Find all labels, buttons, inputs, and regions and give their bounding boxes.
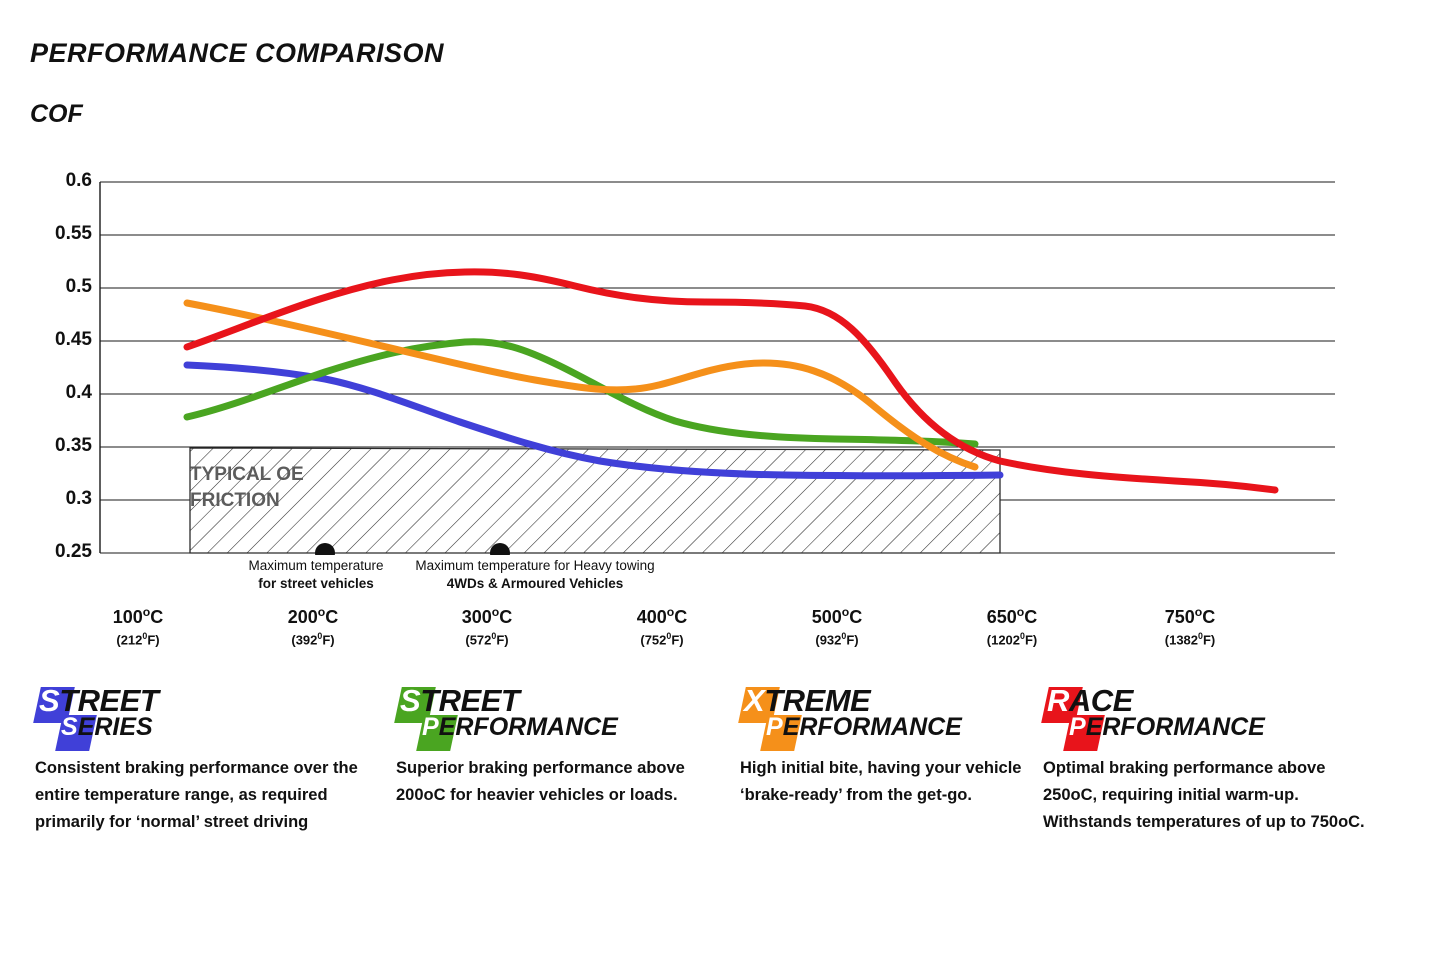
x-label-celsius: 100$^o$C (112, 605, 164, 627)
y-tick: 0.4 (65, 382, 92, 403)
y-tick: 0.35 (55, 435, 92, 456)
x-label-200c (233, 605, 393, 647)
y-tick: 0.45 (55, 329, 92, 350)
legend-card-street-performance[interactable] (396, 685, 726, 809)
logo-word2: ERFORMANCE (438, 713, 618, 741)
logo-word2: ERIES (77, 713, 153, 741)
x-label-650c (932, 605, 1092, 647)
x-label-750c (1110, 605, 1270, 647)
x-label-100c (58, 605, 218, 647)
x-label-fahrenheit: $(572^0F)$ (465, 631, 509, 648)
logo-line2 (422, 713, 618, 742)
logo-initial1: R (1047, 683, 1069, 718)
x-label-fahrenheit: $(392^0F)$ (291, 631, 335, 648)
logo-initial2: P (1069, 713, 1086, 741)
x-label-fahrenheit: $(212^0F)$ (116, 631, 160, 648)
logo-street-series (35, 685, 365, 747)
x-label-celsius: 500$^o$C (811, 605, 863, 627)
oe-label-line1: TYPICAL OE (190, 464, 304, 485)
typical-oe-friction-band (190, 448, 1000, 553)
logo-line2 (61, 713, 153, 742)
logo-word2: ERFORMANCE (782, 713, 962, 741)
legend-card-description: High initial bite, having your vehicle ‘brake-ready’ from the get-go. (740, 759, 1022, 805)
x-label-500c (757, 605, 917, 647)
logo-race-performance (1043, 685, 1373, 747)
y-axis-title: COF (30, 100, 83, 128)
logo-street-performance (396, 685, 726, 747)
typical-oe-friction-label (190, 462, 304, 513)
x-label-fahrenheit: $(932^0F)$ (815, 631, 859, 648)
x-label-400c (582, 605, 742, 647)
x-label-celsius: 650$^o$C (986, 605, 1038, 627)
logo-line2 (1069, 713, 1265, 742)
y-tick: 0.3 (65, 488, 92, 509)
page-title: PERFORMANCE COMPARISON (30, 38, 445, 68)
x-label-celsius: 200$^o$C (287, 605, 339, 627)
logo-initial2: P (766, 713, 783, 741)
logo-initial1: S (39, 683, 60, 718)
callout-line2: for street vehicles (258, 576, 374, 592)
x-label-celsius: 400$^o$C (636, 605, 688, 627)
callout-line2: 4WDs & Armoured Vehicles (446, 576, 624, 592)
logo-word1: ACE (1068, 683, 1133, 718)
x-label-300c (407, 605, 567, 647)
oe-label-line2: FRICTION (190, 489, 280, 511)
callout-line1: Maximum temperature for Heavy towing (415, 558, 655, 573)
logo-word2: ERFORMANCE (1085, 713, 1265, 741)
y-tick: 0.5 (65, 276, 92, 297)
legend-card-description: Consistent braking performance over the entire temperature range, as required primarily for ‘normal’ street driving (35, 759, 358, 832)
x-label-fahrenheit: (1382$^0$F) (1164, 631, 1216, 648)
x-label-celsius: 750$^o$C (1164, 605, 1216, 627)
legend-card-xtreme-performance[interactable] (740, 685, 1040, 809)
legend-card-description: Optimal braking performance above 250oC, requiring initial warm-up. Withstands temperatures of up to 750oC. (1043, 759, 1365, 832)
logo-line2 (766, 713, 962, 742)
logo-word1: TREET (420, 683, 520, 718)
x-axis-labels (0, 605, 1445, 655)
y-tick: 0.55 (55, 223, 92, 244)
x-label-celsius: 300$^o$C (461, 605, 513, 627)
callout-heavy-towing (347, 557, 723, 593)
legend-card-description: Superior braking performance above 200oC for heavier vehicles or loads. (396, 759, 685, 805)
y-tick: 0.6 (65, 170, 92, 191)
y-axis-ticks (30, 170, 92, 562)
legend-card-race-performance[interactable] (1043, 685, 1373, 836)
x-label-fahrenheit: (1202$^0$F) (986, 631, 1038, 648)
logo-initial2: S (61, 713, 78, 741)
logo-initial1: X (744, 683, 765, 718)
logo-word1: TREME (764, 683, 871, 718)
legend-card-street-series[interactable] (35, 685, 365, 836)
callout-line1: Maximum temperature (248, 558, 384, 573)
logo-initial1: S (400, 683, 421, 718)
x-label-fahrenheit: $(752^0F)$ (640, 631, 684, 648)
logo-xtreme-performance (740, 685, 1040, 747)
logo-word1: TREET (59, 683, 159, 718)
logo-initial2: P (422, 713, 439, 741)
y-tick: 0.25 (55, 541, 92, 562)
